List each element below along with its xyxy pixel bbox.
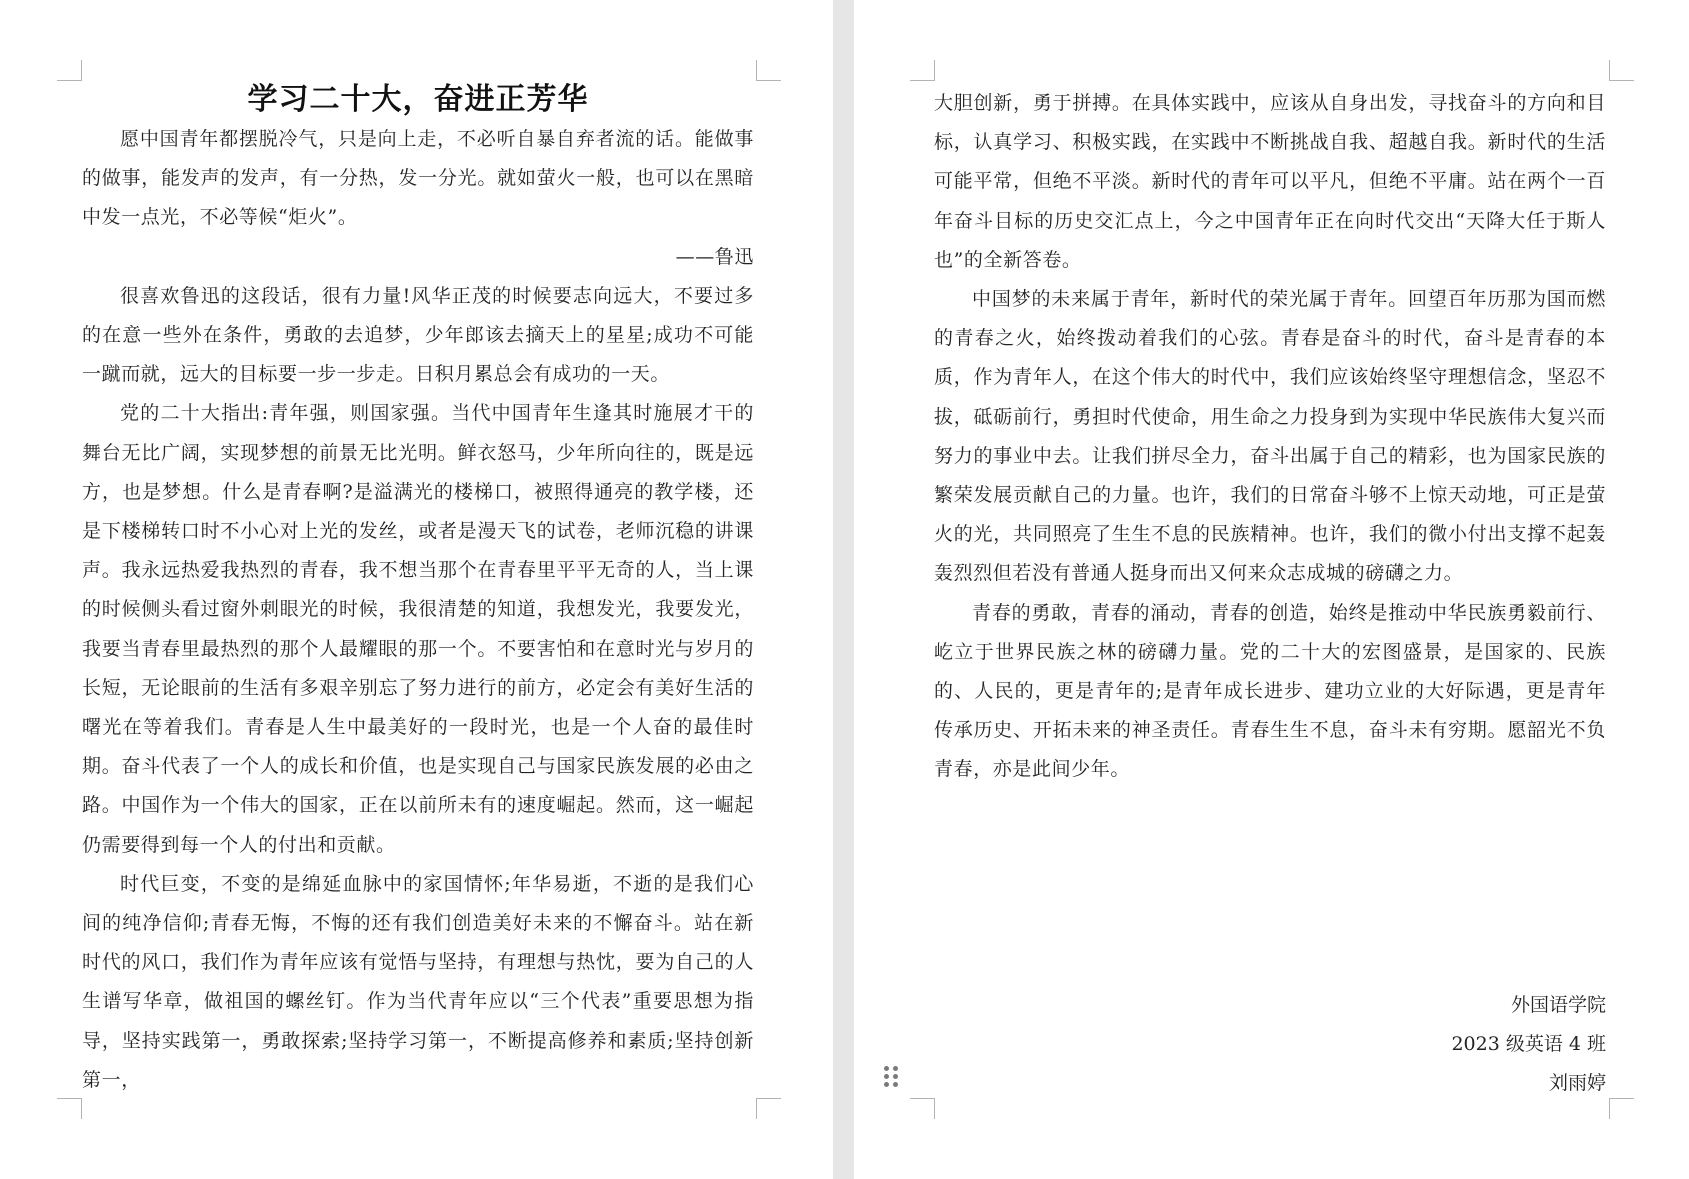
body-paragraph-5: 青春的勇敢，青春的涌动，青春的创造，始终是推动中华民族勇毅前行、屹立于世界民族之林的磅礴力量。党的二十大的宏图盛景，是国家的、民族的、人民的，更是青年的;是青年成长进步、建功立业的大好际遇，更是青年传承历史、开拓未来的神圣责任。青春生生不息，奋斗未有穷期。愿韶光不负青春，亦是此间少年。 [934, 601, 1606, 781]
crop-mark-bottom-right [1609, 1098, 1634, 1119]
quote-paragraph: 愿中国青年都摆脱冷气，只是向上走，不必听自暴自弃者流的话。能做事的做事，能发声的发声，有一分热，发一分光。就如萤火一般，也可以在黑暗中发一点光，不必等候“炬火”。 [82, 128, 754, 229]
crop-mark-top-left [910, 60, 935, 81]
body-paragraph-4: 中国梦的未来属于青年，新时代的荣光属于青年。回望百年历那为国而燃的青春之火，始终拨动着我们的心弦。青春是奋斗的时代，奋斗是青春的本质，作为青年人，在这个伟大的时代中，我们应该始终坚守理想信念，坚忍不拔，砥砺前行，勇担时代使命，用生命之力投身到为实现中华民族伟大复兴而努力的事业中去。让我们拼尽全力，奋斗出属于自己的精彩，也为国家民族的繁荣发展贡献自己的力量。也许，我们的日常奋斗够不上惊天动地，可正是萤火的光，共同照亮了生生不息的民族精神。也许，我们的微小付出支撑不起轰轰烈烈但若没有普通人挺身而出又何来众志成城的磅礴之力。 [934, 288, 1606, 585]
document-page-1 [0, 0, 833, 1179]
document-title: 学习二十大，奋进正芳华 [247, 82, 589, 117]
crop-mark-top-right [1609, 60, 1634, 81]
crop-mark-top-right [756, 60, 781, 81]
body-paragraph-2: 党的二十大指出:青年强，则国家强。当代中国青年生逢其时施展才干的舞台无比广阔，实现梦想的前景无比光明。鲜衣怒马，少年所向往的，既是远方，也是梦想。什么是青春啊?是溢满光的楼梯口，被照得通亮的教学楼，还是下楼梯转口时不小心对上光的发丝，或者是漫天飞的试卷，老师沉稳的讲课声。我永远热爱我热烈的青春，我不想当那个在青春里平平无奇的人，当上课的时候侧头看过窗外刺眼光的时候，我很清楚的知道，我想发光，我要发光，我要当青春里最热烈的那个人最耀眼的那一个。不要害怕和在意时光与岁月的长短，无论眼前的生活有多艰辛别忘了努力进行的前方，必定会有美好生活的曙光在等着我们。青春是人生中最美好的一段时光，也是一个人奋的最佳时期。奋斗代表了一个人的成长和价值，也是实现自己与国家民族发展的必由之路。中国作为一个伟大的国家，正在以前所未有的速度崛起。然而，这一崛起仍需要得到每一个人的付出和贡献。 [82, 402, 754, 856]
signature-name: 刘雨婷 [1548, 1072, 1606, 1094]
crop-mark-top-left [57, 60, 82, 81]
crop-mark-bottom-left [57, 1098, 82, 1119]
quote-attribution: ——鲁迅 [675, 245, 754, 268]
crop-mark-bottom-left [910, 1098, 935, 1119]
continuation-paragraph: 大胆创新，勇于拼搏。在具体实践中，应该从自身出发，寻找奋斗的方向和目标，认真学习、积极实践，在实践中不断挑战自我、超越自我。新时代的生活可能平常，但绝不平淡。新时代的青年可以平凡，但绝不平庸。站在两个一百年奋斗目标的历史交汇点上，今之中国青年正在向时代交出“天降大任于斯人也”的全新答卷。 [934, 92, 1606, 271]
drag-handle-icon[interactable] [884, 1066, 898, 1088]
crop-mark-bottom-right [756, 1098, 781, 1119]
signature-class: 2023 级英语 4 班 [1451, 1033, 1606, 1055]
document-page-2 [854, 0, 1689, 1179]
body-paragraph-1: 很喜欢鲁迅的这段话，很有力量!风华正茂的时候要志向远大，不要过多的在意一些外在条件，勇敢的去追梦，少年郎该去摘天上的星星;成功不可能一蹴而就，远大的目标要一步一步走。日积月累总会有成功的一天。 [82, 284, 754, 386]
page-1-content[interactable] [82, 80, 754, 1100]
page-2-content[interactable] [934, 84, 1606, 790]
signature-school: 外国语学院 [1510, 994, 1606, 1016]
body-paragraph-3: 时代巨变，不变的是绵延血脉中的家国情怀;年华易逝，不逝的是我们心间的纯净信仰;青春无悔，不悔的还有我们创造美好未来的不懈奋斗。站在新时代的风口，我们作为青年应该有觉悟与坚持，有理想与热忱，要为自己的人生谱写华章，做祖国的螺丝钉。作为当代青年应以“三个代表”重要思想为指导，坚持实践第一，勇敢探索;坚持学习第一，不断提高修养和素质;坚持创新第一， [82, 872, 754, 1091]
